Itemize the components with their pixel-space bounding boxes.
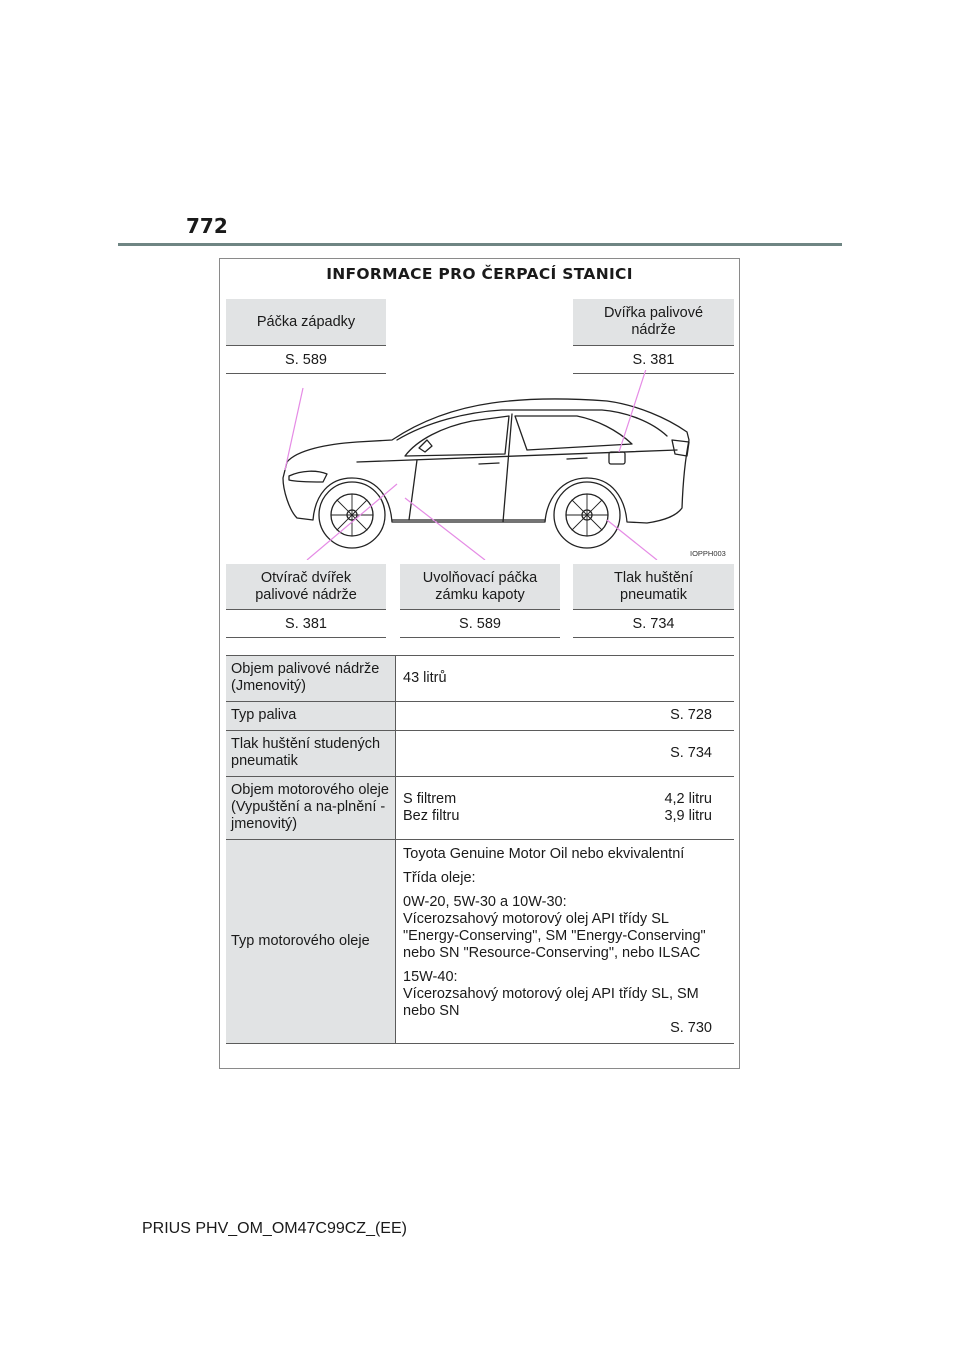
cold-tire-ref[interactable]: S. 734 [396, 731, 735, 777]
oil-capacity-key: Objem motorového oleje (Vypuštění a na-plnění - jmenovitý) [226, 777, 396, 840]
figure-code: IOPPH003 [690, 549, 726, 558]
oil-capacity-value [396, 777, 735, 840]
header-rule [118, 243, 842, 246]
fuel-tank-value: 43 litrů [396, 656, 735, 702]
car-illustration [227, 370, 732, 560]
fuel-type-ref[interactable]: S. 728 [396, 702, 735, 731]
oil-line-1: Toyota Genuine Motor Oil nebo ekvivalentní [403, 846, 685, 862]
box-title: INFORMACE PRO ČERPACÍ STANICI [326, 265, 633, 283]
with-filter-row [403, 791, 712, 808]
with-filter-value: 4,2 litru [664, 790, 712, 807]
fuel-door-label: Dvířka palivové nádrže [573, 299, 734, 346]
grade-a-title: 0W-20, 5W-30 a 10W-30: [403, 894, 567, 910]
fuel-door-opener-ref[interactable]: S. 381 [226, 611, 386, 638]
table-row [226, 840, 734, 1044]
grade-b-title: 15W-40: [403, 969, 458, 985]
hood-lever-label: Páčka západky [226, 299, 386, 346]
tire-pressure-label: Tlak huštění pneumatik [573, 564, 734, 610]
document-footer: PRIUS PHV_OM_OM47C99CZ_(EE) [142, 1220, 407, 1237]
fuel-door-opener-label: Otvírač dvířek palivové nádrže [226, 564, 386, 610]
fuel-tank-key: Objem palivové nádrže (Jmenovitý) [226, 656, 396, 702]
without-filter-value: 3,9 litru [664, 807, 712, 824]
oil-type-key: Typ motorového oleje [226, 840, 396, 1044]
table-row [226, 702, 734, 731]
table-row [226, 777, 734, 840]
fuel-type-key: Typ paliva [226, 702, 396, 731]
grade-b-text: Vícerozsahový motorový olej API třídy SL, SM nebo SN [403, 986, 699, 1019]
cold-tire-key: Tlak huštění studených pneumatik [226, 731, 396, 777]
without-filter-label: Bez filtru [403, 807, 460, 824]
tire-pressure-ref[interactable]: S. 734 [573, 611, 734, 638]
without-filter-row [403, 808, 712, 825]
table-row [226, 731, 734, 777]
oil-type-ref[interactable]: S. 730 [670, 1020, 712, 1036]
with-filter-label: S filtrem [403, 790, 457, 807]
hood-lock-release-ref[interactable]: S. 589 [400, 611, 560, 638]
oil-type-value [396, 840, 735, 1044]
table-row [226, 656, 734, 702]
oil-line-2: Třída oleje: [403, 870, 476, 886]
hood-lock-release-label: Uvolňovací páčka zámku kapoty [400, 564, 560, 610]
fuel-door-ref[interactable]: S. 381 [573, 347, 734, 374]
page-number: 772 [186, 214, 228, 238]
hood-lever-ref[interactable]: S. 589 [226, 347, 386, 374]
spec-table [226, 655, 734, 1044]
grade-a-text: Vícerozsahový motorový olej API třídy SL "Energy-Conserving", SM "Energy-Conserving" nebo SN "Resource-Conserving", nebo ILSAC [403, 911, 706, 961]
